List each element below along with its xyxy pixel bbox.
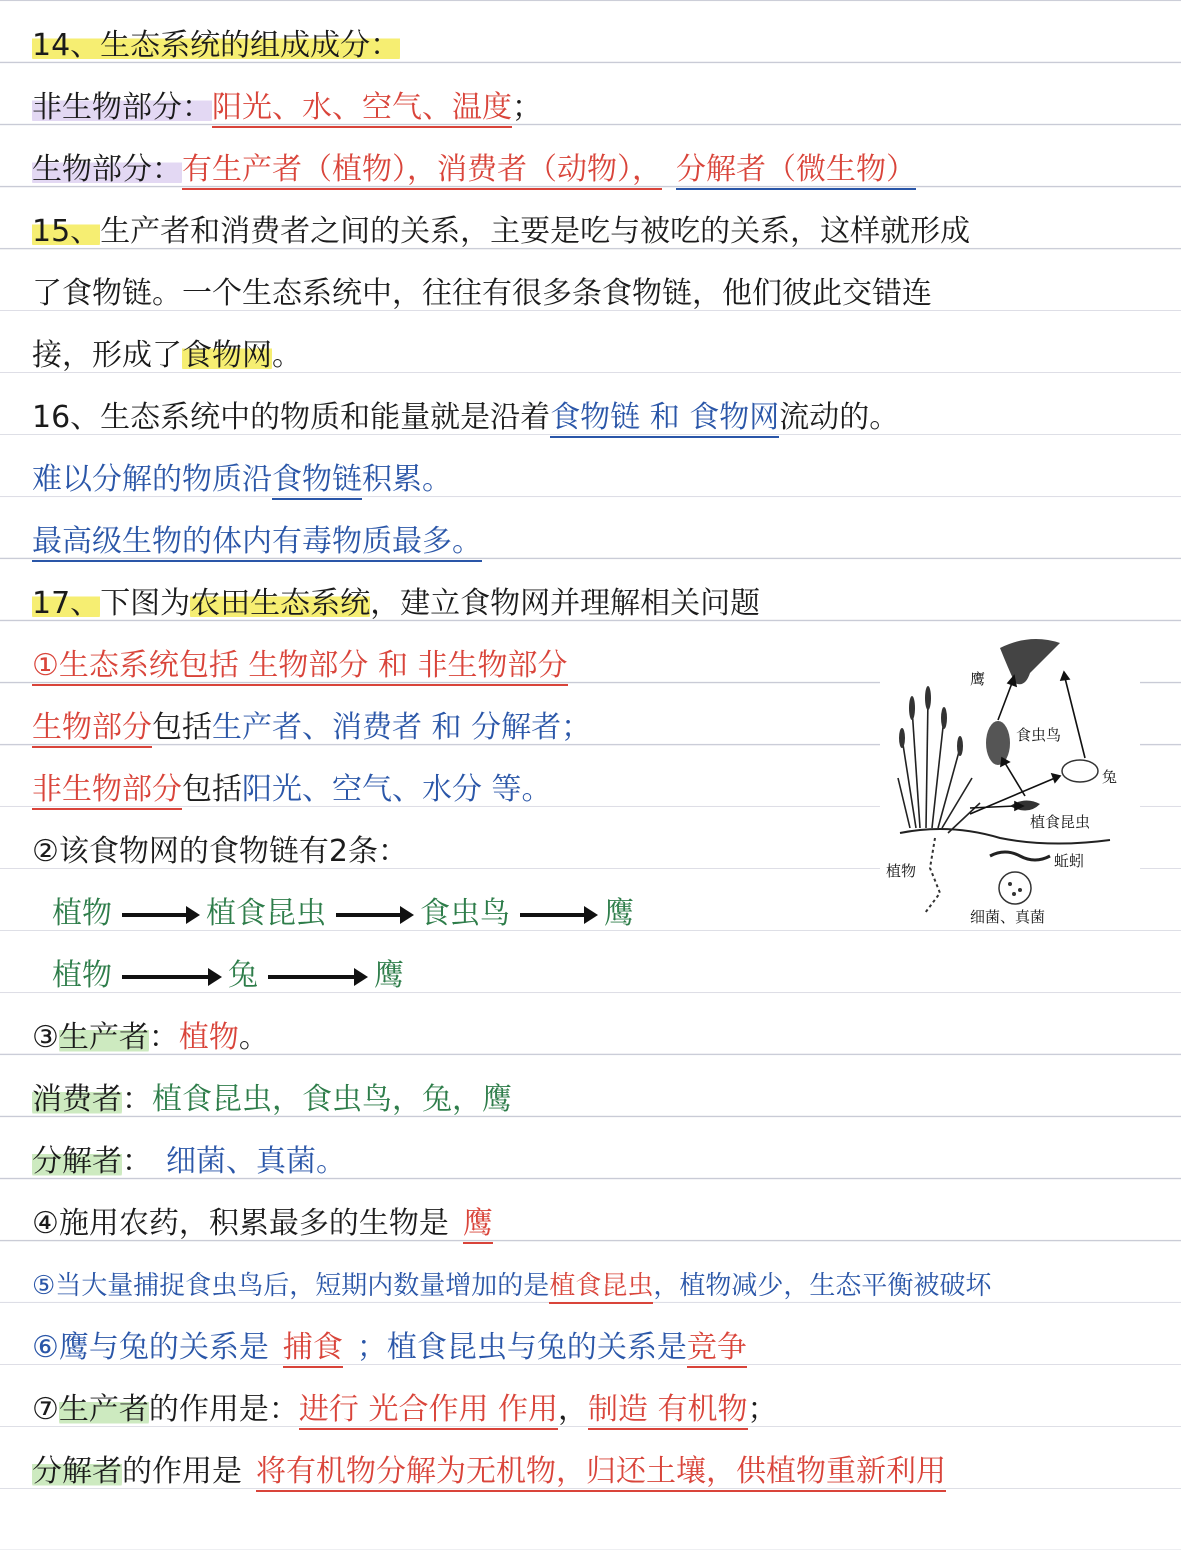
s17-q6-mid: ；植食昆虫与兔的关系是 <box>356 1330 687 1365</box>
s15-text1: 生产者和消费者之间的关系，主要是吃与被吃的关系，这样就形成 <box>100 214 971 249</box>
s17-q1-bio-mid: 包括 <box>152 710 212 745</box>
s16-line1 <box>32 390 1151 446</box>
s14-title-line <box>32 18 1151 74</box>
label-eagle: 鹰 <box>970 670 986 688</box>
s15-num: 15、 <box>32 214 101 249</box>
s15-line3 <box>32 328 1151 384</box>
s15-text3-hl: 食物网 <box>182 338 272 373</box>
s17-q5-post: ，植物减少，生态平衡被破坏 <box>653 1271 992 1301</box>
s17-q1-nonbio-value: 阳光、空气、水分 等。 <box>242 772 552 807</box>
s15-text2: 了食物链。一个生态系统中，往往有很多条食物链，他们彼此交错连 <box>32 276 932 311</box>
s16-line2 <box>32 452 1151 508</box>
s17-num: 17、 <box>32 586 101 621</box>
s17-q5-pre: ⑤当大量捕捉食虫鸟后，短期内数量增加的是 <box>32 1271 550 1301</box>
s17-q3-end: 。 <box>238 1020 269 1055</box>
s17-decomposer-colon: ： <box>122 1144 152 1179</box>
s17-q7-mid: 的作用是： <box>148 1392 299 1427</box>
s14-nonbio-value: 阳光、水、空气、温度 <box>212 90 512 128</box>
s15-text3-end: 。 <box>272 338 302 373</box>
s14-consumer: 消费者（动物）， <box>437 152 662 190</box>
label-microbe: 细菌、真菌 <box>970 908 1046 926</box>
s17-q4-pre: ④施用农药，积累最多的生物是 <box>32 1206 449 1241</box>
food-chain-2 <box>52 948 1151 1004</box>
s17-q7-line <box>32 1382 1151 1438</box>
chain1-arrow-2 <box>336 913 410 917</box>
s17-q3-line <box>32 1010 1151 1066</box>
s17-decomposer-label: 分解者 <box>32 1144 122 1179</box>
s17-q7-num: ⑦ <box>32 1392 59 1427</box>
s16-blank: 食物链 和 食物网 <box>550 400 779 438</box>
s14-decomposer-label: 分解者 <box>676 152 766 190</box>
s14-bio-line <box>32 142 1151 198</box>
food-web-drawing <box>880 628 1140 928</box>
s17-title-pre: 下图为 <box>100 586 191 621</box>
s17-q6-blank1: 捕食 <box>283 1330 343 1368</box>
chain2-arrow-2 <box>268 975 364 979</box>
s17-q1: ①生态系统包括 生物部分 和 非生物部分 <box>32 648 568 686</box>
chain1-arrow-1 <box>122 913 196 917</box>
label-bird: 食虫鸟 <box>1016 726 1062 744</box>
chain1-eagle: 鹰 <box>604 896 634 931</box>
s17-q1-nonbio-label: 非生物部分 <box>32 772 182 810</box>
s17-q6-blank2: 竞争 <box>687 1330 747 1368</box>
s14-title: 14、生态系统的组成成分： <box>32 28 401 63</box>
s17-title-line <box>32 576 1151 632</box>
s17-q7-label: 生产者 <box>58 1392 149 1427</box>
chain2-plant: 植物 <box>52 958 112 993</box>
label-plant: 植物 <box>886 862 917 880</box>
s17-q7-end: ； <box>747 1392 778 1427</box>
s17-decomposer-line <box>32 1134 1151 1190</box>
s17-q8-label: 分解者 <box>32 1454 122 1489</box>
s17-consumer-value: 植食昆虫，食虫鸟，兔，鹰 <box>152 1082 512 1117</box>
s17-q6-line <box>32 1320 1151 1376</box>
s17-q7-blank2: 制造 有机物 <box>588 1392 748 1430</box>
s17-decomposer-value: 细菌、真菌。 <box>166 1144 346 1179</box>
s17-q7-comma: ， <box>557 1392 588 1427</box>
s17-q3-label: 生产者 <box>58 1020 149 1055</box>
s16-line2-blank: 食物链 <box>272 462 362 500</box>
s14-bio-label: 生物部分： <box>32 152 182 187</box>
s14-nonbio-line <box>32 80 1151 136</box>
label-rabbit: 兔 <box>1102 768 1118 786</box>
s16-post: 流动的。 <box>779 400 900 435</box>
s17-title-post: ，建立食物网并理解相关问题 <box>370 586 761 621</box>
s14-producer: 有生产者（植物）， <box>182 152 437 190</box>
chain2-rabbit: 兔 <box>228 958 258 993</box>
s17-q5-blank: 植食昆虫 <box>549 1271 653 1304</box>
s17-q8-mid: 的作用是 <box>122 1454 242 1489</box>
chain1-arrow-3 <box>520 913 594 917</box>
label-insect: 植食昆虫 <box>1030 813 1091 831</box>
s17-title-hl: 农田生态系统 <box>190 586 371 621</box>
chain1-plant: 植物 <box>52 896 112 931</box>
s17-q1-bio-label: 生物部分 <box>32 710 152 748</box>
s14-nonbio-label: 非生物部分： <box>32 90 212 125</box>
s17-consumer-label: 消费者 <box>32 1082 122 1117</box>
s17-q1-bio-value: 生产者、消费者 和 分解者； <box>212 710 592 745</box>
s17-q7-blank1: 进行 光合作用 作用 <box>299 1392 558 1430</box>
s15-line1 <box>32 204 1151 260</box>
s16-line2-post: 积累。 <box>362 462 452 497</box>
s14-decomposer-paren: （微生物） <box>766 152 916 190</box>
s17-q5-line <box>32 1258 1151 1314</box>
s17-q6-pre: ⑥鹰与兔的关系是 <box>32 1330 269 1365</box>
label-earthworm: 蚯蚓 <box>1054 852 1085 870</box>
s17-q4-line <box>32 1196 1151 1252</box>
s17-consumer-colon: ： <box>122 1082 152 1117</box>
s16-line3-text: 最高级生物的体内有毒物质最多。 <box>32 524 482 562</box>
s17-q4-blank: 鹰 <box>463 1206 493 1244</box>
s17-q8-blank: 将有机物分解为无机物，归还土壤，供植物重新利用 <box>256 1454 946 1492</box>
s17-q1-nonbio-mid: 包括 <box>182 772 242 807</box>
s15-text3-pre: 接，形成了 <box>32 338 182 373</box>
food-web-illustration <box>880 628 1140 928</box>
s17-q3-colon: ： <box>148 1020 179 1055</box>
chain2-arrow-1 <box>122 975 218 979</box>
s17-consumer-line <box>32 1072 1151 1128</box>
chain1-insect: 植食昆虫 <box>206 896 326 931</box>
s17-q8-line <box>32 1444 1151 1500</box>
chain1-bird: 食虫鸟 <box>420 896 510 931</box>
chain2-eagle: 鹰 <box>374 958 404 993</box>
s17-q3-num: ③ <box>32 1020 59 1055</box>
s15-line2 <box>32 266 1151 322</box>
s16-line2-pre: 难以分解的物质沿 <box>32 462 272 497</box>
s16-line3 <box>32 514 1151 570</box>
s17-q3-value: 植物 <box>178 1020 239 1055</box>
s17-q2: ②该食物网的食物链有2条： <box>32 834 408 869</box>
s14-nonbio-end: ； <box>512 90 542 125</box>
s16-pre: 16、生态系统中的物质和能量就是沿着 <box>32 400 551 435</box>
